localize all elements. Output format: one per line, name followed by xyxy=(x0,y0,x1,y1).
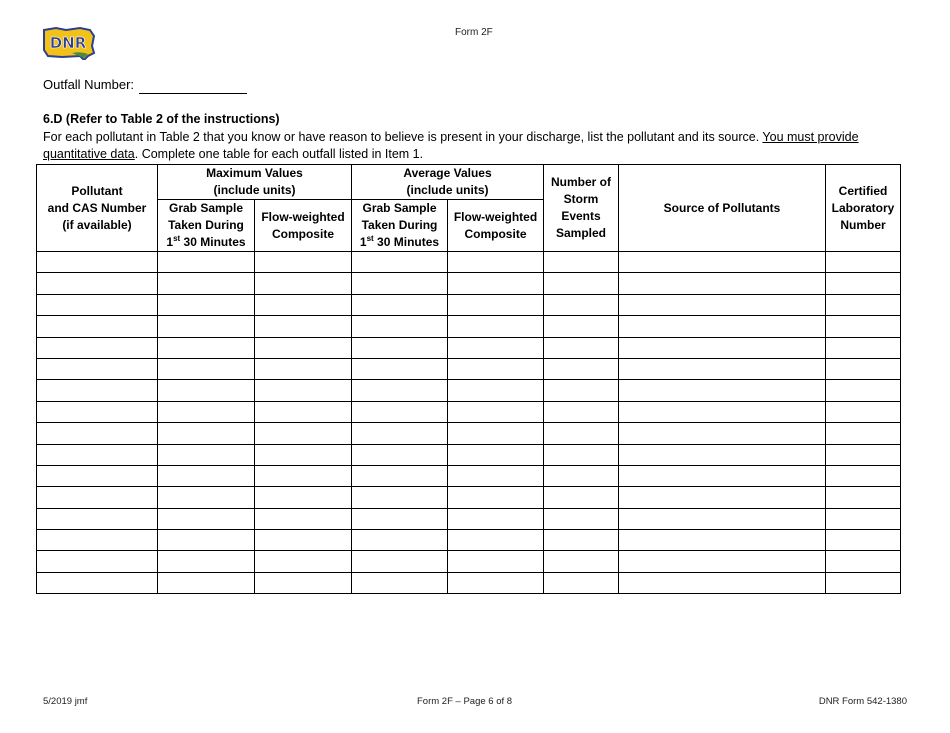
form-title: Form 2F xyxy=(455,27,493,38)
dnr-logo-graphic xyxy=(42,26,96,60)
table-cell[interactable] xyxy=(619,508,826,529)
table-cell[interactable] xyxy=(448,551,544,572)
table-cell[interactable] xyxy=(619,358,826,379)
table-cell[interactable] xyxy=(826,444,901,465)
table-row xyxy=(37,337,901,358)
table-cell[interactable] xyxy=(158,465,255,486)
table-cell[interactable] xyxy=(448,380,544,401)
table-cell[interactable] xyxy=(448,465,544,486)
table-cell[interactable] xyxy=(37,572,158,593)
table-cell[interactable] xyxy=(826,273,901,294)
header-maximum-values: Maximum Values (include units) xyxy=(158,165,352,200)
table-cell[interactable] xyxy=(826,572,901,593)
table-row xyxy=(37,358,901,379)
table-cell[interactable] xyxy=(255,487,352,508)
table-row xyxy=(37,487,901,508)
table-cell[interactable] xyxy=(352,294,448,315)
table-cell[interactable] xyxy=(255,358,352,379)
table-cell[interactable] xyxy=(826,508,901,529)
header-source-of-pollutants: Source of Pollutants xyxy=(619,165,826,252)
table-cell[interactable] xyxy=(158,252,255,273)
table-cell[interactable] xyxy=(37,380,158,401)
table-cell[interactable] xyxy=(826,316,901,337)
table-cell[interactable] xyxy=(352,380,448,401)
table-cell[interactable] xyxy=(448,252,544,273)
table-cell[interactable] xyxy=(544,508,619,529)
table-cell[interactable] xyxy=(619,337,826,358)
table-cell[interactable] xyxy=(158,530,255,551)
table-cell[interactable] xyxy=(255,572,352,593)
header-pollutant: Pollutant and CAS Number (if available) xyxy=(37,165,158,252)
table-row xyxy=(37,273,901,294)
table-cell[interactable] xyxy=(37,252,158,273)
outfall-number-field[interactable] xyxy=(139,93,247,94)
dnr-logo xyxy=(42,26,96,60)
table-cell[interactable] xyxy=(544,273,619,294)
header-avg-flow-weighted: Flow-weighted Composite xyxy=(448,200,544,252)
table-cell[interactable] xyxy=(826,551,901,572)
table-cell[interactable] xyxy=(826,252,901,273)
table-cell[interactable] xyxy=(158,508,255,529)
header-average-values: Average Values (include units) xyxy=(352,165,544,200)
table-cell[interactable] xyxy=(158,380,255,401)
table-cell[interactable] xyxy=(37,530,158,551)
table-cell[interactable] xyxy=(158,444,255,465)
instructions-closing: . Complete one table for each outfall listed in Item 1. xyxy=(134,147,424,161)
table-cell[interactable] xyxy=(37,487,158,508)
table-body xyxy=(37,252,901,594)
table-cell[interactable] xyxy=(158,358,255,379)
table-cell[interactable] xyxy=(158,316,255,337)
table-cell[interactable] xyxy=(158,487,255,508)
table-cell[interactable] xyxy=(826,294,901,315)
table-row xyxy=(37,551,901,572)
outfall-number-label: Outfall Number: xyxy=(43,77,135,92)
header-lab-number: Certified Laboratory Number xyxy=(826,165,901,252)
table-cell[interactable] xyxy=(352,551,448,572)
table-cell[interactable] xyxy=(448,444,544,465)
table-row xyxy=(37,423,901,444)
table-cell[interactable] xyxy=(352,273,448,294)
table-cell[interactable] xyxy=(619,380,826,401)
pollutants-table xyxy=(36,164,901,594)
table-cell[interactable] xyxy=(544,423,619,444)
table-cell[interactable] xyxy=(37,273,158,294)
table-row xyxy=(37,572,901,593)
table-cell[interactable] xyxy=(158,273,255,294)
table-cell[interactable] xyxy=(619,551,826,572)
table-cell[interactable] xyxy=(619,465,826,486)
table-cell[interactable] xyxy=(158,423,255,444)
table-cell[interactable] xyxy=(826,401,901,422)
table-cell[interactable] xyxy=(352,487,448,508)
table-cell[interactable] xyxy=(826,358,901,379)
table-cell[interactable] xyxy=(352,423,448,444)
table-cell[interactable] xyxy=(255,380,352,401)
instructions-required: You must provide quantitative data xyxy=(43,130,859,161)
instructions-intro: For each pollutant in Table 2 that you know or have reason to believe is present in your discharge, list the pollutant and its source. xyxy=(43,130,763,144)
table-cell[interactable] xyxy=(826,487,901,508)
header-storm-events: Number of Storm Events Sampled xyxy=(544,165,619,252)
table-cell[interactable] xyxy=(37,401,158,422)
table-cell[interactable] xyxy=(255,551,352,572)
table-row xyxy=(37,294,901,315)
table-cell[interactable] xyxy=(352,465,448,486)
table-row xyxy=(37,465,901,486)
table-cell[interactable] xyxy=(619,294,826,315)
table-cell[interactable] xyxy=(158,401,255,422)
table-row xyxy=(37,508,901,529)
table-cell[interactable] xyxy=(619,530,826,551)
table-cell[interactable] xyxy=(352,508,448,529)
table-cell[interactable] xyxy=(544,252,619,273)
table-cell[interactable] xyxy=(619,316,826,337)
table-cell[interactable] xyxy=(619,423,826,444)
table-cell[interactable] xyxy=(544,572,619,593)
table-cell[interactable] xyxy=(826,423,901,444)
instructions-text xyxy=(43,129,909,163)
table-cell[interactable] xyxy=(619,444,826,465)
table-row xyxy=(37,316,901,337)
table-cell[interactable] xyxy=(158,294,255,315)
table-cell[interactable] xyxy=(352,316,448,337)
table-cell[interactable] xyxy=(255,337,352,358)
table-cell[interactable] xyxy=(255,252,352,273)
table-cell[interactable] xyxy=(255,508,352,529)
table-cell[interactable] xyxy=(37,316,158,337)
table-cell[interactable] xyxy=(255,316,352,337)
table-cell[interactable] xyxy=(37,337,158,358)
table-cell[interactable] xyxy=(158,551,255,572)
table-cell[interactable] xyxy=(448,358,544,379)
table-row xyxy=(37,530,901,551)
table-cell[interactable] xyxy=(352,444,448,465)
table-cell[interactable] xyxy=(37,551,158,572)
table-cell[interactable] xyxy=(448,294,544,315)
table-cell[interactable] xyxy=(544,530,619,551)
table-cell[interactable] xyxy=(544,380,619,401)
table-cell[interactable] xyxy=(255,273,352,294)
table-cell[interactable] xyxy=(448,316,544,337)
table-cell[interactable] xyxy=(352,337,448,358)
table-cell[interactable] xyxy=(448,337,544,358)
logo-text: DNR xyxy=(49,34,87,52)
table-cell[interactable] xyxy=(158,572,255,593)
table-cell[interactable] xyxy=(255,530,352,551)
table-cell[interactable] xyxy=(544,487,619,508)
table-cell[interactable] xyxy=(544,444,619,465)
footer-date: 5/2019 jmf xyxy=(43,696,88,707)
table-cell[interactable] xyxy=(544,316,619,337)
table-cell[interactable] xyxy=(544,358,619,379)
table-cell[interactable] xyxy=(619,401,826,422)
table-cell[interactable] xyxy=(826,465,901,486)
table-cell[interactable] xyxy=(544,294,619,315)
table-cell[interactable] xyxy=(448,401,544,422)
table-cell[interactable] xyxy=(255,401,352,422)
table-cell[interactable] xyxy=(619,572,826,593)
footer-page: Form 2F – Page 6 of 8 xyxy=(417,696,513,707)
table-cell[interactable] xyxy=(448,508,544,529)
table-row xyxy=(37,401,901,422)
table-row xyxy=(37,380,901,401)
table-cell[interactable] xyxy=(352,572,448,593)
table-cell[interactable] xyxy=(544,465,619,486)
table-cell[interactable] xyxy=(619,487,826,508)
table-cell[interactable] xyxy=(37,444,158,465)
table-cell[interactable] xyxy=(544,401,619,422)
table-row xyxy=(37,444,901,465)
table-cell[interactable] xyxy=(826,530,901,551)
table-cell[interactable] xyxy=(448,273,544,294)
table-cell[interactable] xyxy=(352,401,448,422)
section-heading: 6.D (Refer to Table 2 of the instructions) xyxy=(43,112,280,126)
table-cell[interactable] xyxy=(37,423,158,444)
table-cell[interactable] xyxy=(37,465,158,486)
header-avg-grab-sample: Grab Sample Taken During 1st 30 Minutes xyxy=(352,200,448,252)
header-max-grab-sample: Grab Sample Taken During 1st 30 Minutes xyxy=(158,200,255,252)
table-cell[interactable] xyxy=(255,294,352,315)
table-cell[interactable] xyxy=(37,358,158,379)
footer-form-number: DNR Form 542-1380 xyxy=(818,696,907,707)
table-cell[interactable] xyxy=(37,294,158,315)
table-cell[interactable] xyxy=(544,337,619,358)
table-cell[interactable] xyxy=(448,572,544,593)
table-cell[interactable] xyxy=(619,252,826,273)
table-cell[interactable] xyxy=(352,358,448,379)
table-cell[interactable] xyxy=(255,444,352,465)
table-cell[interactable] xyxy=(826,380,901,401)
table-cell[interactable] xyxy=(158,337,255,358)
table-cell[interactable] xyxy=(448,530,544,551)
table-row xyxy=(37,252,901,273)
table-cell[interactable] xyxy=(448,423,544,444)
table-cell[interactable] xyxy=(352,252,448,273)
table-cell[interactable] xyxy=(352,530,448,551)
table-cell[interactable] xyxy=(255,423,352,444)
table-cell[interactable] xyxy=(448,487,544,508)
header-max-flow-weighted: Flow-weighted Composite xyxy=(255,200,352,252)
table-cell[interactable] xyxy=(619,273,826,294)
table-cell[interactable] xyxy=(37,508,158,529)
table-cell[interactable] xyxy=(826,337,901,358)
table-cell[interactable] xyxy=(544,551,619,572)
table-cell[interactable] xyxy=(255,465,352,486)
